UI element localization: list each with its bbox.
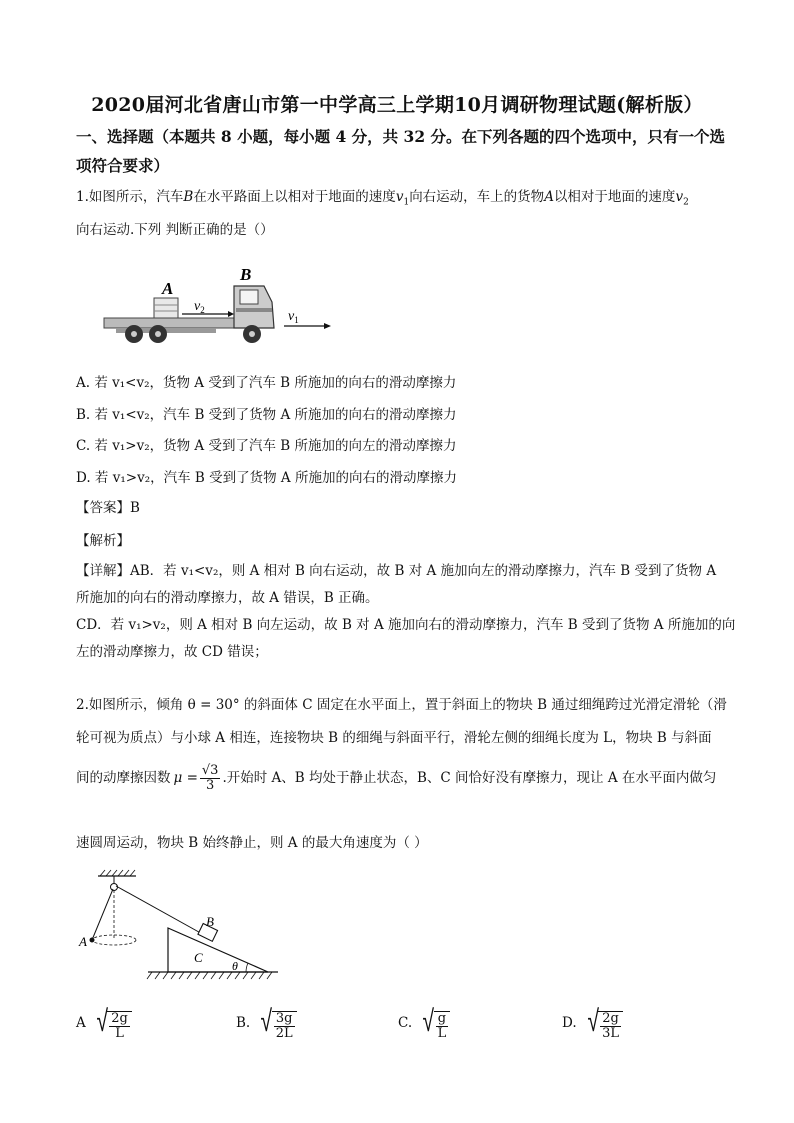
q1-stem-line2: 向右运动.下列 判断正确的是（）: [76, 221, 274, 238]
incline-C: [168, 928, 268, 972]
q2-option-d[interactable]: D. √ $\frac{2g}{3L}$: [562, 998, 623, 1048]
q1-stem: [76, 184, 736, 244]
ground-hatch: [147, 972, 272, 979]
rope-to-A: [92, 889, 113, 940]
ball-A: [90, 938, 95, 943]
q1-stem-line1: 1.如图所示，汽车B在水平路面上以相对于地面的速度$v_1$向右运动，车上的货物A以相对于地面的速度$v_2$: [76, 189, 689, 208]
document-title: 2020届河北省唐山市第一中学高三上学期10月调研物理试题(解析版）: [91, 94, 703, 116]
q2-stem-line3: 间的动摩擦因数 μ = $\frac{√3}{3}$ .开始时 A、B 均处于静止状态，B、C 间恰好没有摩擦力，现让 A 在水平面内做匀: [76, 762, 717, 793]
q1-truck-figure: [96, 262, 336, 352]
q2-stem-line2: 轮可视为质点）与小球 A 相连，连接物块 B 的细绳与斜面平行，滑轮左侧的细绳长度为 L，物块 B 与斜面: [76, 730, 712, 746]
q1-option-d[interactable]: D. 若 v₁>v₂，汽车 B 受到了货物 A 所施加的向右的滑动摩擦力: [76, 469, 457, 486]
ceiling-hatch: [100, 870, 135, 876]
cargo-box: [154, 298, 178, 318]
q2-option-b[interactable]: B. √ $\frac{3g}{2L}$: [236, 998, 297, 1048]
label-B: B: [206, 914, 214, 929]
mu-fraction: $\frac{√3}{3}$: [201, 762, 219, 793]
q2-options: [76, 998, 756, 1048]
q2-option-c[interactable]: C. √ $\frac{g}{L}$: [398, 998, 450, 1048]
section-heading-line2: 项符合要求）: [76, 156, 170, 175]
q1-option-b[interactable]: B. 若 v₁<v₂，汽车 B 受到了货物 A 所施加的向右的滑动摩擦力: [76, 406, 457, 423]
label-C: C: [194, 950, 203, 965]
sqrt-expression: √ $\frac{g}{L}$: [420, 1005, 450, 1041]
label-A: A: [162, 279, 174, 298]
section-heading-line1: 一、选择题（本题共 8 小题，每小题 4 分，共 32 分。在下列各题的四个选项中，只有一个选: [76, 127, 726, 146]
truck-flatbed: [104, 318, 234, 328]
label-theta: θ: [232, 959, 238, 973]
var-v2: v: [675, 189, 684, 205]
q1-option-a[interactable]: A. 若 v₁<v₂，货物 A 受到了汽车 B 所施加的向右的滑动摩擦力: [76, 375, 457, 391]
q2-stem: [76, 689, 746, 755]
q1-options: [76, 370, 736, 496]
q1-option-c[interactable]: C. 若 v₁>v₂，货物 A 受到了汽车 B 所施加的向左的滑动摩擦力: [76, 438, 457, 454]
section-heading: [76, 122, 726, 180]
sqrt-expression: √ $\frac{2g}{3L}$: [585, 1005, 623, 1041]
q1-detail-line1: 【详解】AB．若 v₁<v₂，则 A 相对 B 向右运动，故 B 对 A 施加向左的滑动摩擦力，汽车 B 受到了货物 A: [76, 563, 717, 579]
var-A: A: [544, 189, 554, 205]
sqrt-expression: √ $\frac{2g}{L}$: [94, 1005, 132, 1041]
sqrt-expression: √ $\frac{3g}{2L}$: [258, 1005, 296, 1041]
pulley: [111, 884, 118, 891]
q1-answer: 【答案】B: [76, 500, 140, 516]
mu-symbol: μ =: [173, 769, 198, 786]
v2-arrowhead: [228, 311, 234, 317]
q1-detail-line4: 左的滑动摩擦力，故 CD 错误；: [76, 644, 268, 660]
cab-stripe: [236, 308, 272, 312]
label-v1: $v_1$: [288, 309, 299, 325]
q1-detail-line2: 所施加的向右的滑动摩擦力，故 A 错误，B 正确。: [76, 590, 379, 606]
label-A: A: [79, 934, 87, 949]
q1-analysis-label: 【解析】: [76, 533, 130, 549]
q2-stem-line1: 2.如图所示，倾角 θ = 30° 的斜面体 C 固定在水平面上，置于斜面上的物块 B 通过细绳跨过光滑定滑轮（滑: [76, 697, 727, 713]
cab-window: [240, 290, 258, 304]
var-v1: v: [395, 189, 404, 205]
rope-to-B: [116, 886, 206, 936]
q2-stem-line4: 速圆周运动，物块 B 始终静止，则 A 的最大角速度为（ ）: [76, 835, 428, 851]
v1-arrowhead: [324, 323, 331, 329]
q1-detail-line3: CD．若 v₁>v₂，则 A 相对 B 向左运动，故 B 对 A 施加向右的滑动摩擦力，汽车 B 受到了货物 A 所施加的向: [76, 617, 736, 633]
q2-incline-figure: [76, 868, 286, 990]
var-B: B: [183, 189, 194, 205]
q2-option-a[interactable]: A √ $\frac{2g}{L}$: [76, 998, 132, 1048]
q1-detail: [76, 558, 736, 666]
label-v2: $v_2$: [194, 299, 205, 315]
label-B: B: [240, 265, 252, 284]
